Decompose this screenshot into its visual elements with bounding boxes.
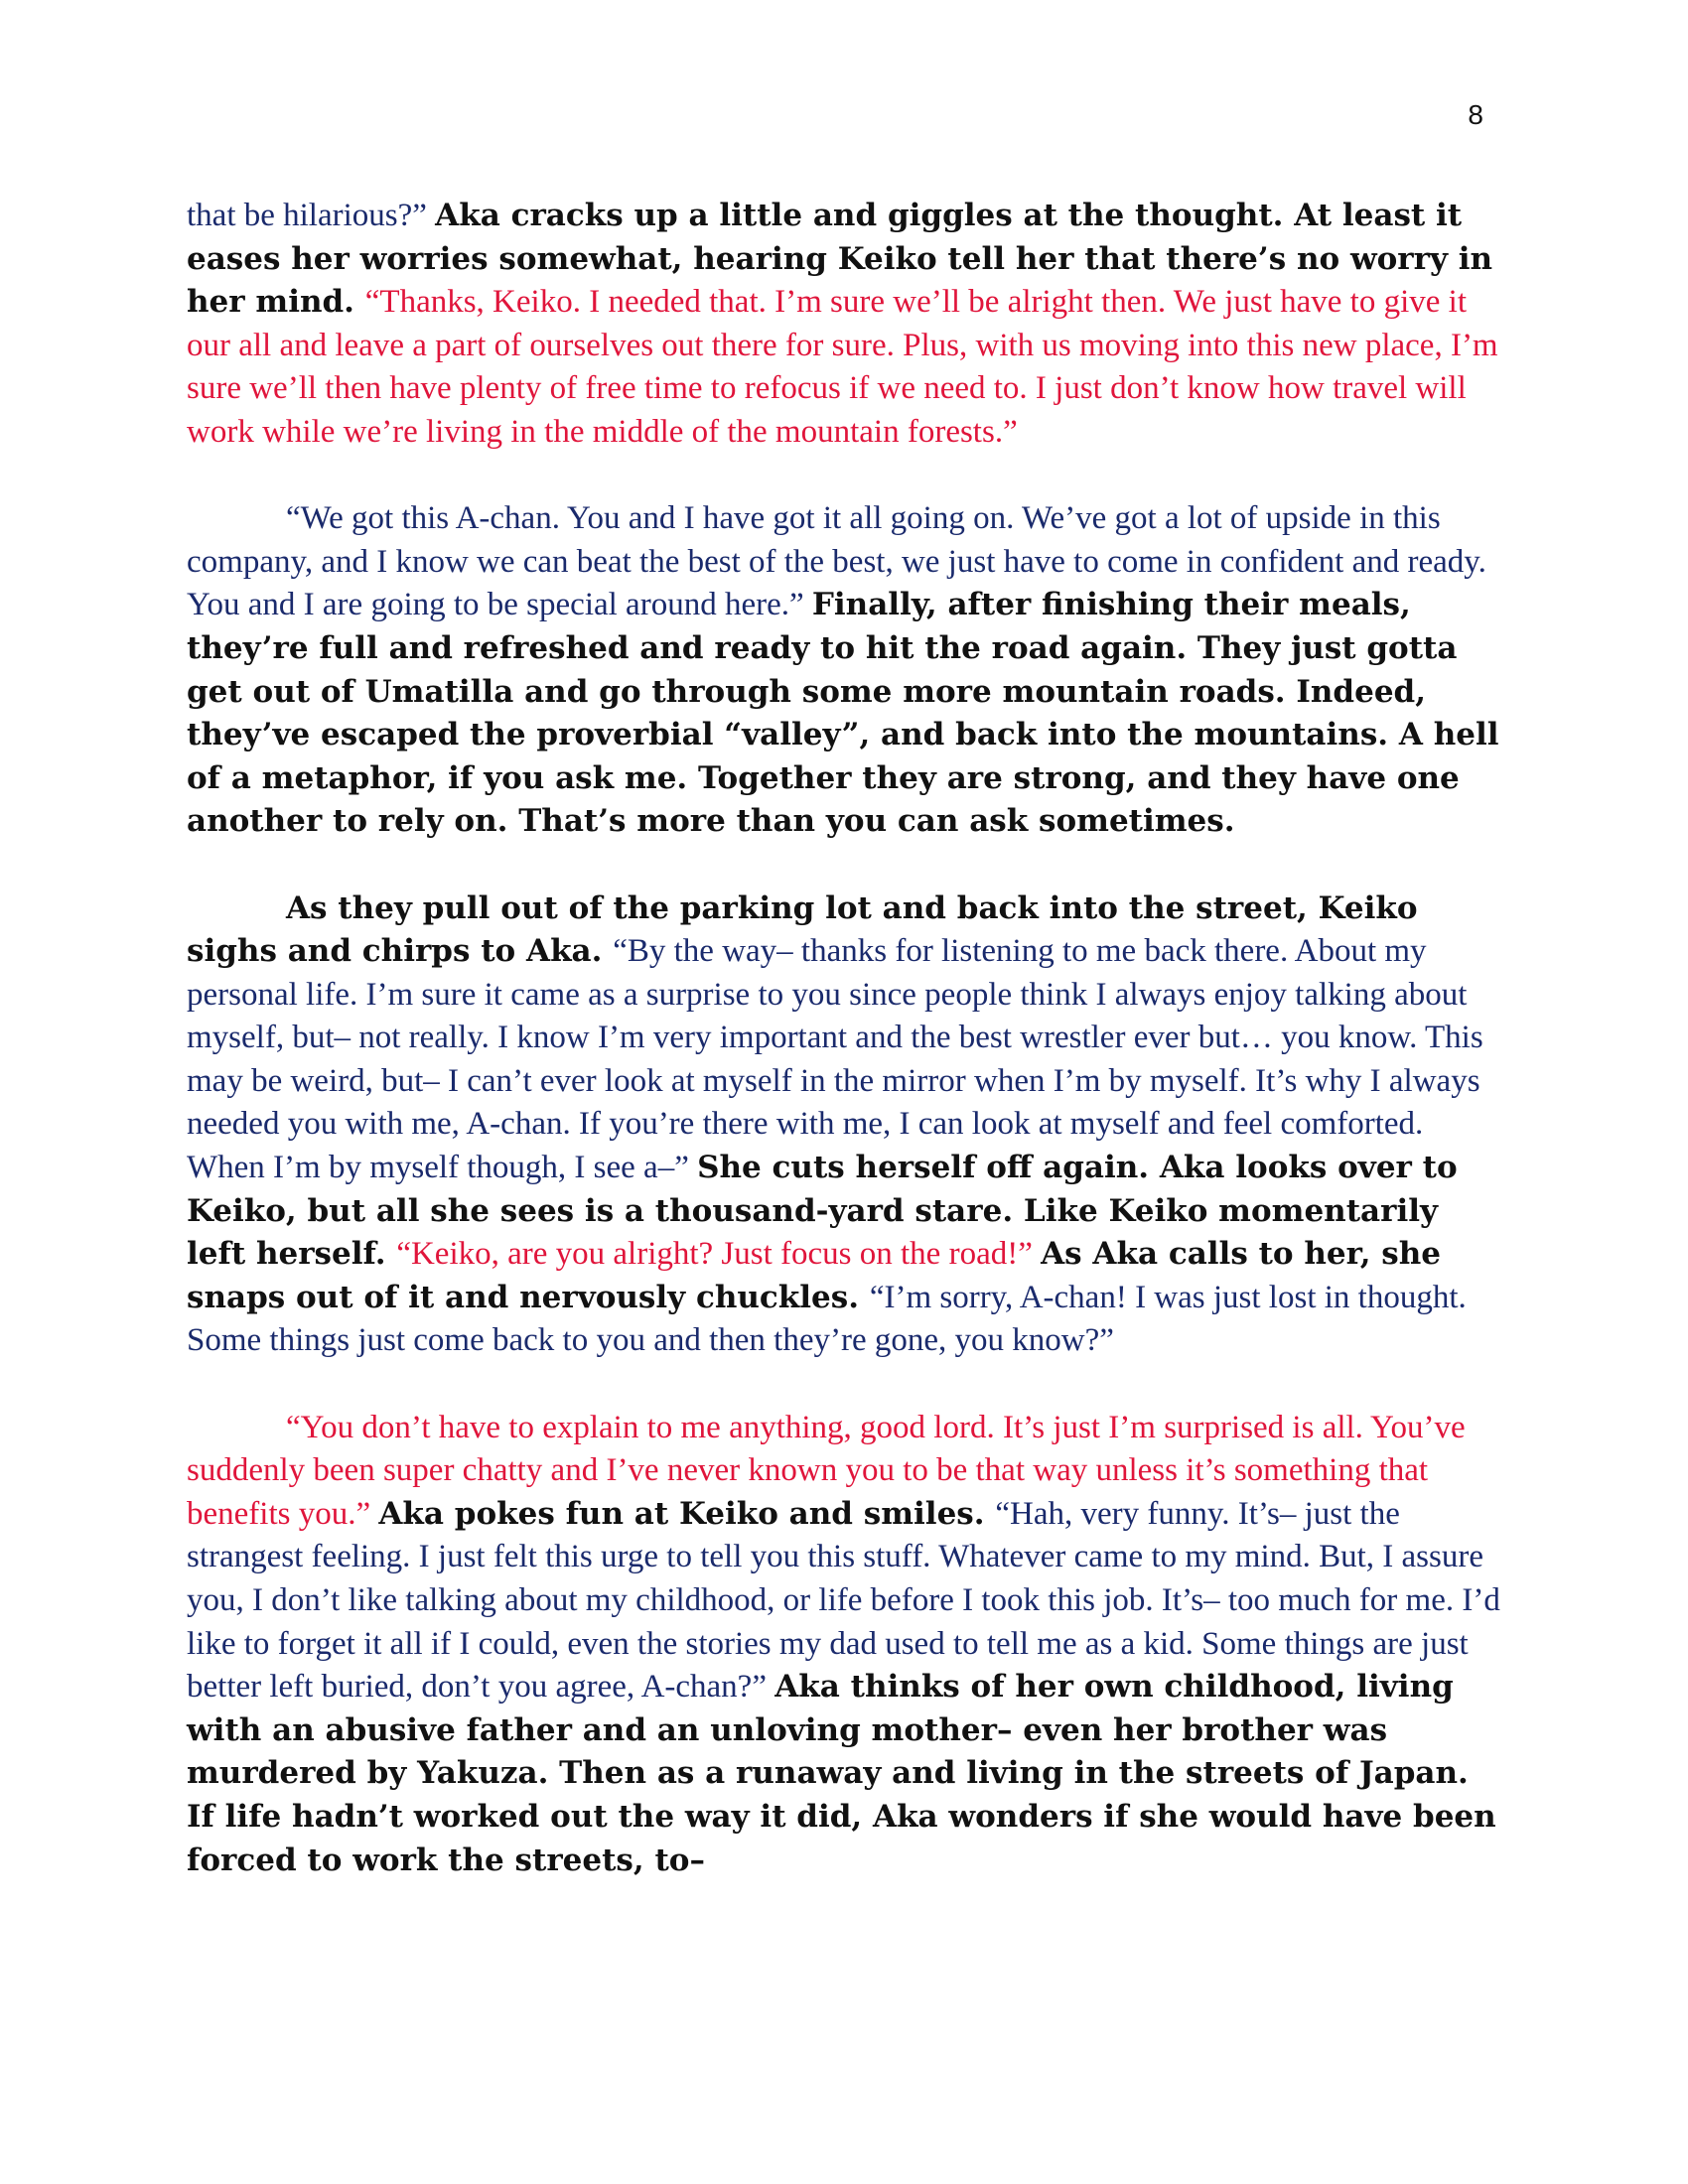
keiko-dialogue: “Hah, very funny. It’s– just the strangest feeling. I just felt this urge to tell you this stuff. Whatever came to my mind. But, I assure you, I don’t like talking about my childhood, or life before I took this job. It’s– too much for me. I’d like to forget it all if I could, even the stories my dad used to tell me as a kid. Some things are just better left buried, don’t you agree, A-chan?” (187, 1495, 1500, 1706)
paragraph-3 (187, 887, 1502, 1364)
page-number: 8 (1468, 99, 1483, 130)
paragraph-4 (187, 1407, 1502, 1883)
aka-dialogue: “Thanks, Keiko. I needed that. I’m sure we’ll be alright then. We just have to give it our all and leave a part of ourselves out there for sure. Plus, with us moving into this new place, I’m sure we’ll then have plenty of free time to refocus if we need to. I just don’t know how travel will work while we’re living in the middle of the mountain forests.” (187, 284, 1498, 450)
narration: Aka pokes fun at Keiko and smiles. (378, 1495, 996, 1532)
keiko-dialogue: “We got this A-chan. You and I have got it all going on. We’ve got a lot of upside in this company, and I know we can beat the best of the best, we just have to come in confident and ready. You and I are going to be special around here.” (187, 500, 1486, 623)
narration: As Aka calls to her, she snaps out of it and nervously chuckles. (187, 1236, 1442, 1315)
keiko-dialogue: that be hilarious?” (187, 198, 436, 233)
narration: She cuts herself off again. Aka looks over to Keiko, but all she sees is a thousand-yard stare. Like Keiko momentarily left herself. (187, 1150, 1458, 1273)
narration: Aka cracks up a little and giggles at the thought. At least it eases her worries somewhat, hearing Keiko tell her that there’s no worry in her mind. (187, 198, 1493, 321)
document-body (187, 195, 1502, 1926)
keiko-dialogue: “By the way– thanks for listening to me back there. About my personal life. I’m sure it came as a surprise to you since people think I always enjoy talking about myself, but– not really. I know I’m very important and the best wrestler ever but… you know. This may be weird, but– I can’t ever look at myself in the mirror when I’m by myself. It’s why I always needed you with me, A-chan. If you’re there with me, I can look at myself and feel comforted. When I’m by myself though, I see a–” (187, 933, 1483, 1186)
keiko-dialogue: “I’m sorry, A-chan! I was just lost in thought. Some things just come back to you and then they’re gone, you know?” (187, 1279, 1467, 1359)
narration: Finally, after finishing their meals, they’re full and refreshed and ready to hit the road again. They just gotta get out of Umatilla and go through some more mountain roads. Indeed, they’ve escaped the proverbial “valley”, and back into the mountains. A hell of a metaphor, if you ask me. Together they are strong, and they have one another to rely on. That’s more than you can ask sometimes. (187, 587, 1499, 840)
narration: Aka thinks of her own childhood, living with an abusive father and an unloving mother– even her brother was murdered by Yakuza. Then as a runaway and living in the streets of Japan. If life hadn’t worked out the way it did, Aka wonders if she would have been forced to work the streets, to– (187, 1669, 1496, 1878)
aka-dialogue: “You don’t have to explain to me anything, good lord. It’s just I’m surprised is all. You’ve suddenly been super chatty and I’ve never known you to be that way unless it’s something that benefits you.” (187, 1409, 1466, 1532)
narration: As they pull out of the parking lot and back into the street, Keiko sighs and chirps to Aka. (187, 889, 1418, 970)
paragraph-2 (187, 497, 1502, 844)
aka-dialogue: “Keiko, are you alright? Just focus on the road!” (396, 1236, 1042, 1273)
paragraph-1 (187, 195, 1502, 455)
